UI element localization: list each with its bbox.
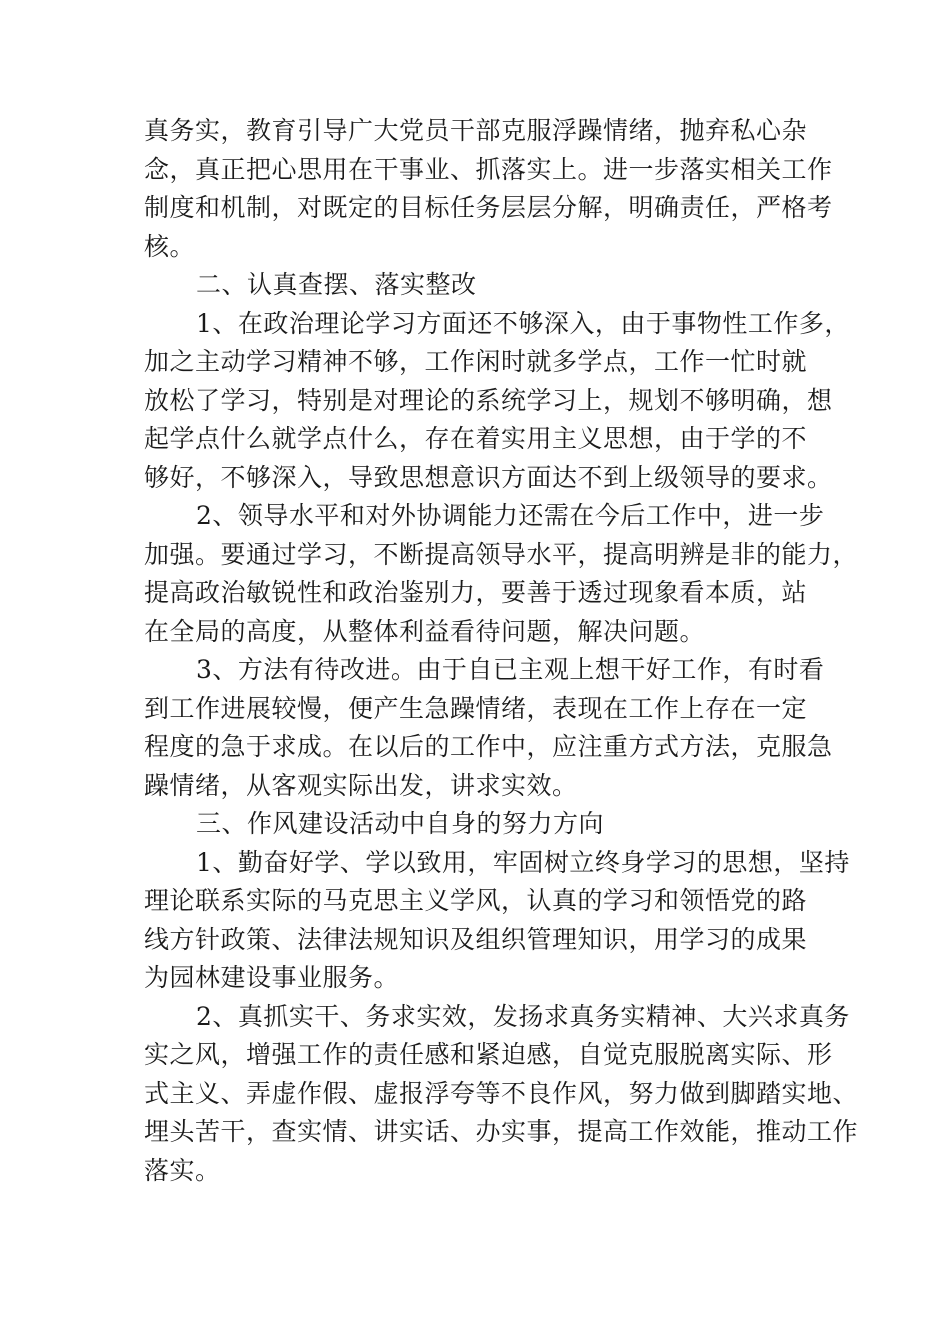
text-line: 程度的急于求成。在以后的工作中，应注重方式方法，克服急	[144, 732, 833, 761]
text-line: 式主义、弄虚作假、虚报浮夸等不良作风，努力做到脚踏实地、	[144, 1078, 859, 1108]
text-line: 1、在政治理论学习方面还不够深入，由于事物性工作多，	[196, 308, 850, 338]
text-line: 核。	[144, 231, 196, 261]
text-line: 加强。要通过学习，不断提高领导水平，提高明辨是非的能力，	[144, 539, 859, 569]
text-line: 2、领导水平和对外协调能力还需在今后工作中，进一步	[196, 501, 825, 530]
text-line: 为园林建设事业服务。	[144, 963, 400, 992]
text-line: 起学点什么就学点什么，存在着实用主义思想，由于学的不	[144, 424, 808, 453]
text-line: 躁情绪，从客观实际出发，讲求实效。	[144, 770, 578, 800]
text-line: 理论联系实际的马克思主义学风，认真的学习和领悟党的路	[144, 886, 808, 915]
text-line: 够好，不够深入，导致思想意识方面达不到上级领导的要求。	[144, 462, 833, 492]
text-line: 埋头苦干，查实情、讲实话、办实事，提高工作效能，推动工作	[144, 1117, 859, 1146]
text-line: 念，真正把心思用在干事业、抓落实上。进一步落实相关工作	[144, 154, 833, 184]
section-heading: 二、认真查摆、落实整改	[196, 270, 477, 299]
text-line: 放松了学习，特别是对理论的系统学习上，规划不够明确，想	[144, 385, 833, 415]
text-line: 1、勤奋好学、学以致用，牢固树立终身学习的思想，坚持	[196, 847, 850, 877]
text-line: 在全局的高度，从整体利益看待问题，解决问题。	[144, 616, 706, 646]
text-line: 制度和机制，对既定的目标任务层层分解，明确责任，严格考	[144, 193, 833, 222]
document-body	[144, 112, 859, 1190]
text-line: 加之主动学习精神不够，工作闲时就多学点，工作一忙时就	[144, 347, 808, 376]
text-line: 到工作进展较慢，便产生急躁情绪，表现在工作上存在一定	[144, 693, 808, 723]
text-line: 实之风，增强工作的责任感和紧迫感，自觉克服脱离实际、形	[144, 1040, 833, 1069]
text-line: 落实。	[144, 1155, 221, 1185]
text-line: 3、方法有待改进。由于自已主观上想干好工作，有时看	[196, 655, 825, 684]
section-heading: 三、作风建设活动中自身的努力方向	[196, 809, 605, 838]
text-line: 线方针政策、法律法规知识及组织管理知识，用学习的成果	[144, 924, 808, 954]
text-line: 真务实，教育引导广大党员干部克服浮躁情绪，抛弃私心杂	[144, 116, 808, 145]
text-line: 提高政治敏锐性和政治鉴别力，要善于透过现象看本质，站	[144, 578, 808, 607]
text-line: 2、真抓实干、务求实效，发扬求真务实精神、大兴求真务	[196, 1001, 850, 1031]
